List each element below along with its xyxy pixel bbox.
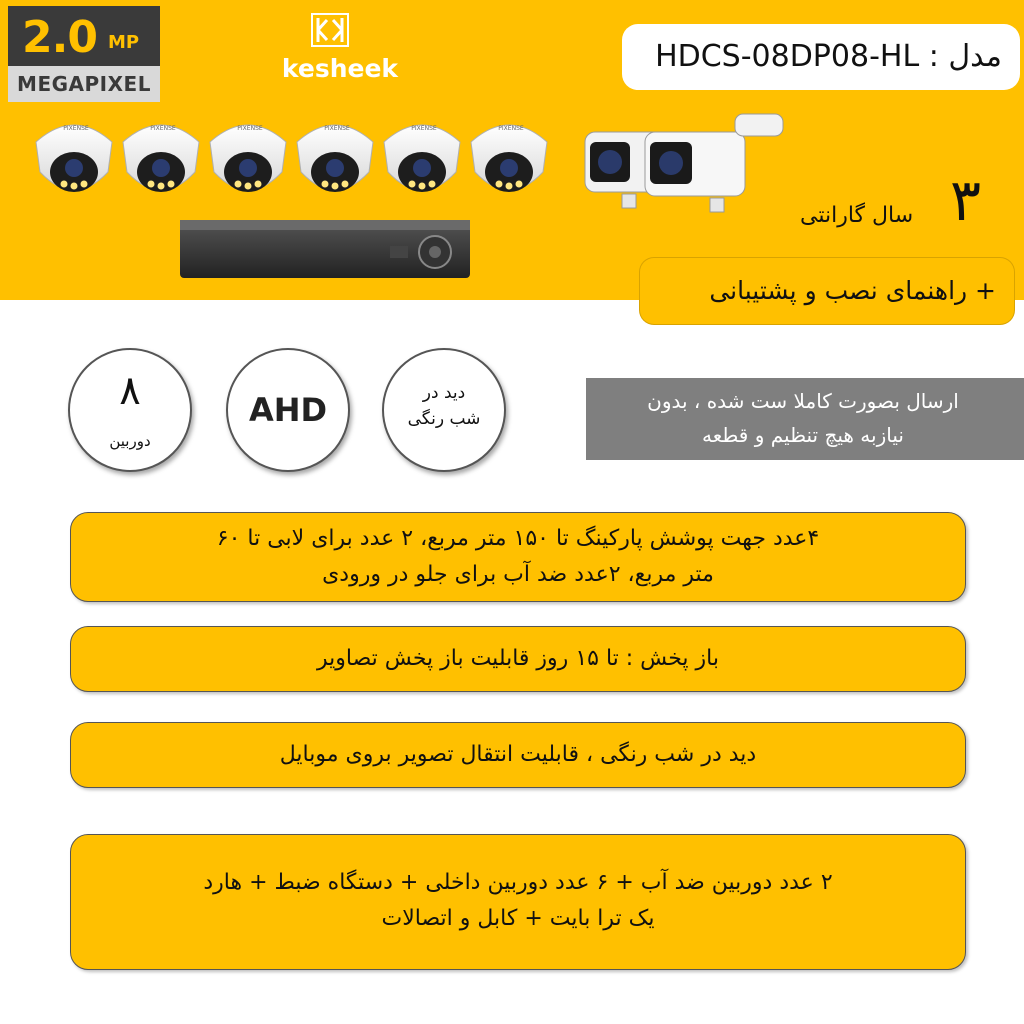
shipping-line-1: ارسال بصورت کاملا ست شده ، بدون [647, 389, 959, 413]
model-box [622, 24, 1020, 90]
feature-package-contents [70, 834, 966, 970]
dome-brand-label: PIXENSE [411, 125, 437, 132]
feature-night-mobile-text: دید در شب رنگی ، قابلیت انتقال تصویر بروی موبایل [279, 742, 757, 767]
model-prefix: مدل : [928, 39, 1002, 74]
dome-cameras [36, 125, 547, 192]
dome-camera-icon [297, 125, 373, 192]
feature-playback-text: باز پخش : تا ۱۵ روز قابلیت باز پخش تصاویر [316, 646, 719, 671]
megapixel-value: 2.0 [22, 12, 97, 63]
dome-camera-icon [210, 125, 286, 192]
brand-logo-icon [310, 12, 350, 48]
ahd-label: AHD [248, 391, 328, 429]
guide-box [640, 258, 1014, 324]
header-banner [0, 0, 1024, 300]
ahd-circle [226, 348, 350, 472]
nvr-recorder-icon [180, 220, 470, 278]
dome-camera-icon [471, 125, 547, 192]
feature-line: متر مربع، ۲عدد ضد آب برای جلو در ورودی [322, 562, 714, 587]
night-color-line-1: دید در [422, 383, 466, 403]
camera-count-label: دوربین [109, 432, 151, 450]
night-color-circle [382, 348, 506, 472]
bullet-camera-icon [645, 114, 783, 212]
feature-line: ۴عدد جهت پوشش پارکینگ تا ۱۵۰ متر مربع، ۲ عدد برای لابی تا ۶۰ [216, 526, 820, 551]
model-code: HDCS-08DP08-HL [655, 39, 920, 74]
brand-logo [280, 10, 400, 90]
dome-brand-label: PIXENSE [324, 125, 350, 132]
guide-text: + راهنمای نصب و پشتیبانی [709, 276, 996, 305]
feature-night-mobile [70, 722, 966, 788]
megapixel-badge [8, 6, 160, 102]
dome-brand-label: PIXENSE [498, 125, 524, 132]
dome-camera-icon [36, 125, 112, 192]
camera-count-number: ۸ [119, 368, 141, 414]
dome-brand-label: PIXENSE [150, 125, 176, 132]
night-color-text [394, 380, 494, 432]
feature-coverage [70, 512, 966, 602]
megapixel-unit: MP [108, 32, 140, 53]
dome-brand-label: PIXENSE [63, 125, 89, 132]
camera-count-circle [68, 348, 192, 472]
feature-package-text [95, 865, 941, 937]
feature-playback [70, 626, 966, 692]
warranty-number: ۳ [950, 166, 982, 234]
megapixel-label: MEGAPIXEL [8, 66, 160, 102]
dome-camera-icon [384, 125, 460, 192]
shipping-box [586, 378, 1024, 460]
shipping-text [596, 384, 1010, 452]
dome-brand-label: PIXENSE [237, 125, 263, 132]
night-color-line-2: شب رنگی [407, 409, 481, 429]
dome-camera-icon [123, 125, 199, 192]
warranty-text: سال گارانتی [800, 203, 914, 228]
feature-line: ۲ عدد دوربین ضد آب + ۶ عدد دوربین داخلی + دستگاه ضبط + هارد [203, 870, 833, 895]
shipping-line-2: نیازبه هیچ تنظیم و قطعه [702, 423, 904, 447]
model-label [655, 24, 1002, 90]
feature-line: یک ترا بایت + کابل و اتصالات [381, 906, 655, 931]
feature-coverage-text [95, 521, 941, 593]
brand-name: kesheek [281, 54, 399, 83]
